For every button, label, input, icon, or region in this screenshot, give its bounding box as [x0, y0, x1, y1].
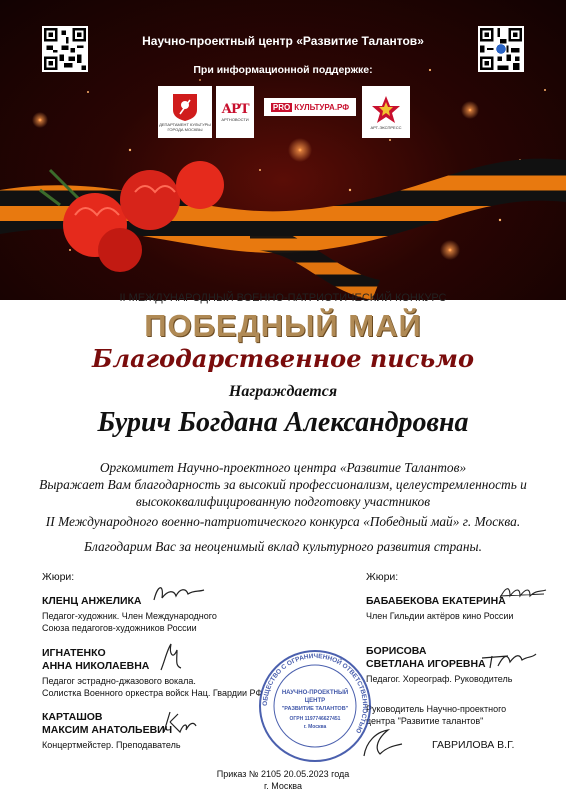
body-line-4: II Международного военно-патриотического конкурса «Победный май» г. Москва.	[45, 514, 521, 529]
st-george-ribbon-with-carnations	[0, 130, 566, 300]
body-line-5: Благодарим Вас за неоценимый вклад культурного развития страны.	[84, 539, 482, 554]
express-caption: АРТ-ЭКСПРЕСС	[370, 124, 402, 130]
jury-desc: Союза педагогов-художников России	[42, 623, 197, 633]
organization-stamp	[257, 648, 373, 764]
stamp-ogrn: ОГРН 1197746627451	[289, 716, 341, 722]
gratitude-text	[10, 459, 556, 510]
body-line-1: Оргкомитет Научно-проектного центра «Развитие Талантов»	[99, 460, 467, 475]
jury-name: КАРТАШОВ	[42, 711, 103, 723]
stamp-center-2: ЦЕНТР	[304, 698, 326, 704]
jury-name: БАБАБЕКОВА ЕКАТЕРИНА	[366, 595, 506, 607]
signature-borisova	[478, 646, 538, 672]
jury-label-right: Жюри:	[366, 571, 399, 583]
stamp-center-3: "РАЗВИТИЕ ТАЛАНТОВ"	[281, 706, 349, 712]
order-number: Приказ № 2105 20.05.2023 года	[216, 769, 350, 779]
body-line-2: Выражает Вам благодарность за высокий профессионализм, целеустремленность и	[39, 477, 527, 492]
dept-caption: ДЕПАРТАМЕНТ КУЛЬТУРЫ ГОРОДА МОСКВЫ	[159, 122, 211, 132]
director-name: ГАВРИЛОВА В.Г.	[432, 739, 515, 751]
jury-name: МАКСИМ АНАТОЛЬЕВИЧ	[42, 724, 173, 736]
jury-desc: Педагог. Хореограф. Руководитель	[366, 674, 513, 684]
stamp-city: г. Москва	[303, 724, 327, 730]
body-line-3: высококвалифицированную подготовку участников	[135, 494, 431, 509]
jury-name: КЛЕНЦ АНЖЕЛИКА	[42, 595, 142, 607]
kultura-pro: PRO	[272, 102, 291, 112]
awarded-label: Награждается	[228, 383, 338, 400]
art-caption: АРТНОВОСТИ	[221, 117, 249, 122]
signature-kartashov	[160, 708, 200, 736]
footer-city: г. Москва	[264, 781, 302, 791]
jury-desc: Педагог эстрадно-джазового вокала.	[42, 676, 196, 686]
jury-name: ИГНАТЕНКО	[42, 647, 106, 659]
contest-subtitle: II МЕЖДУНАРОДНЫЙ ВОЕННО-ПАТРИОТИЧЕСКИЙ КОНКУРС	[119, 292, 447, 304]
director-desc: Руководитель Научно-проектного	[366, 704, 507, 714]
jury-name: АННА НИКОЛАЕВНА	[42, 660, 150, 672]
support-label: При информационной поддержке:	[193, 64, 373, 76]
signature-bababekova	[496, 582, 548, 604]
jury-desc: Концертмейстер. Преподаватель	[42, 740, 181, 750]
moscow-coat-of-arms-icon	[171, 92, 199, 122]
contest-title: ПОБЕДНЫЙ МАЙ	[144, 308, 422, 343]
art-logo-text: АРТ	[221, 102, 249, 117]
footer	[0, 768, 566, 792]
jury-desc: Член Гильдии актёров кино России	[366, 611, 514, 621]
signature-klenc	[150, 580, 206, 608]
jury-desc: Педагог-художник. Член Международного	[42, 611, 217, 621]
star-icon	[371, 95, 401, 125]
kultura-rf-logo	[264, 98, 356, 116]
kultura-text: КУЛЬТУРА.РФ	[294, 102, 350, 112]
header-banner	[0, 0, 566, 300]
jury-name: СВЕТЛАНА ИГОРЕВНА	[366, 658, 486, 670]
jury-name: БОРИСОВА	[366, 645, 427, 657]
stamp-outer-text: ОБЩЕСТВО С ОГРАНИЧЕННОЙ ОТВЕТСТВЕННОСТЬЮ	[261, 652, 369, 735]
stamp-center-1: НАУЧНО-ПРОЕКТНЫЙ	[281, 690, 349, 696]
awardee-name: Бурич Богдана Александровна	[97, 407, 469, 438]
director-desc: центра "Развитие талантов"	[366, 716, 484, 726]
organizer-title: Научно-проектный центр «Развитие Талантов»	[142, 34, 424, 48]
jury-label-left: Жюри:	[42, 571, 75, 583]
jury-desc: Солистка Военного оркестра войск Нац. Гвардии РФ	[42, 688, 263, 698]
document-type: Благодарственное письмо	[92, 344, 474, 373]
signature-ignatenko	[155, 640, 185, 674]
